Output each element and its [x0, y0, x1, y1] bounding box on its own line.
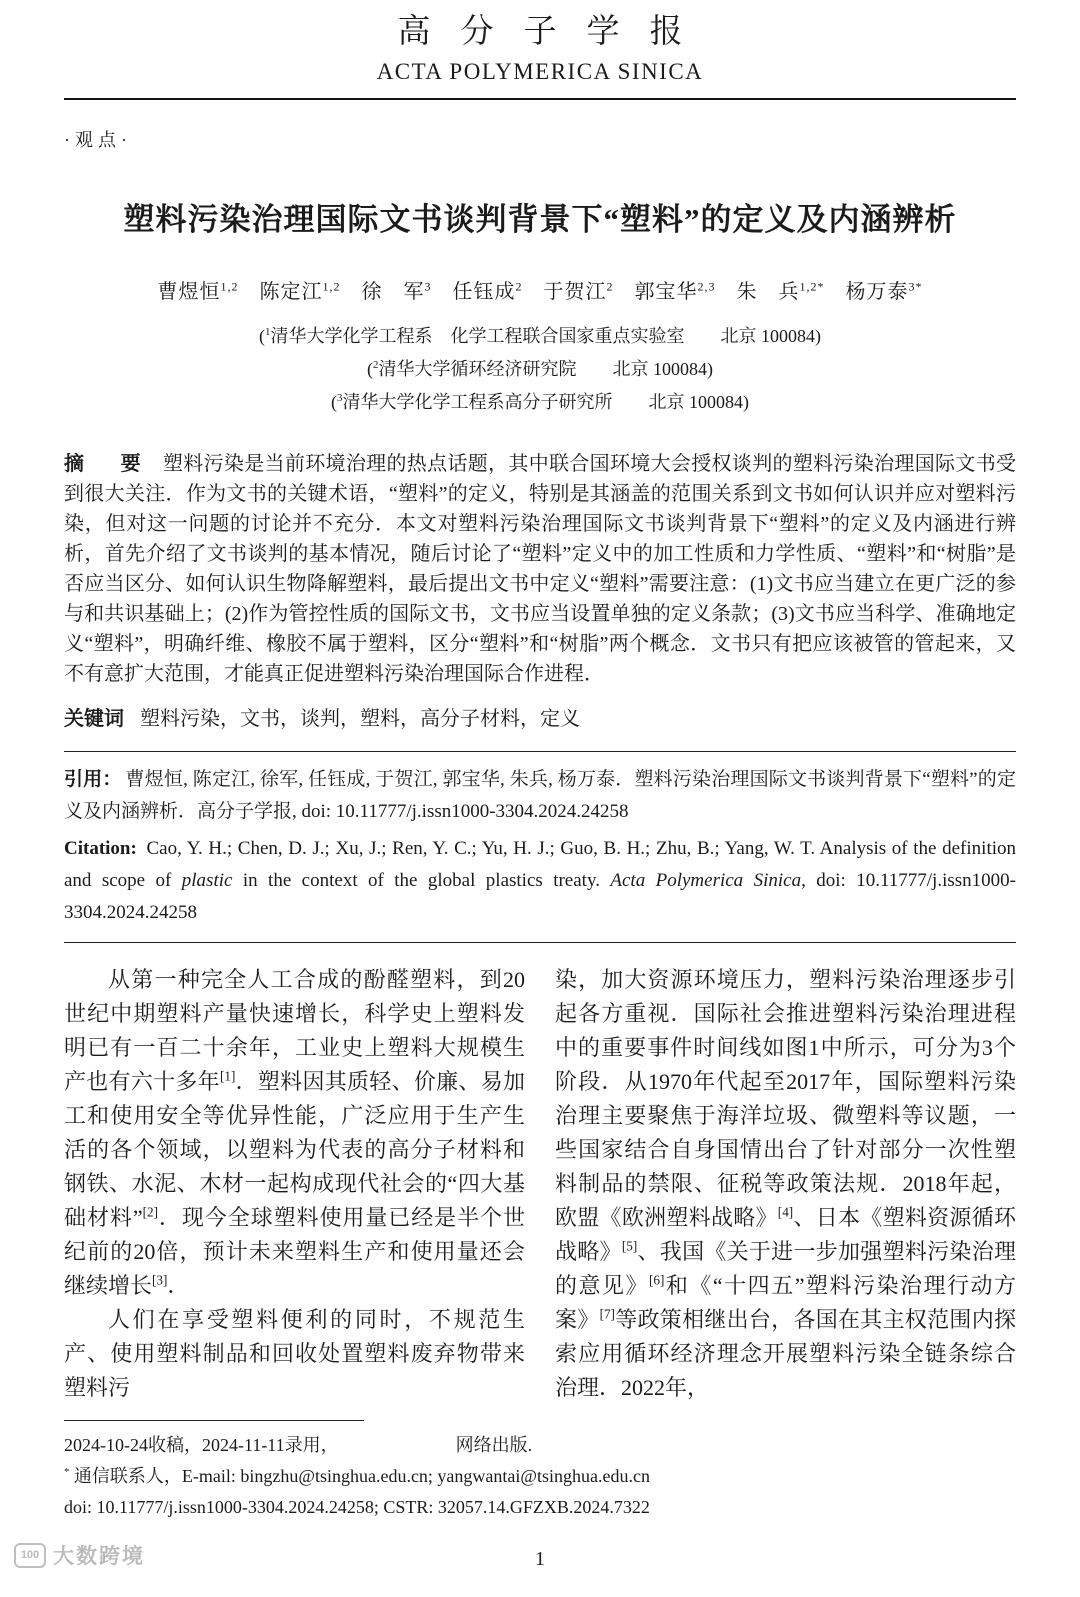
- section-label: ·观点·: [64, 129, 132, 150]
- body-columns: [64, 963, 1016, 1405]
- footnote-divider: [64, 1420, 364, 1421]
- header-divider: [64, 98, 1016, 100]
- abstract-text: 塑料污染是当前环境治理的热点话题，其中联合国环境大会授权谈判的塑料污染治理国际文书受到很大关注．作为文书的关键术语，“塑料”的定义，特别是其涵盖的范围关系到文书如何认识并应对塑料污染，但对这一问题的讨论并不充分．本文对塑料污染治理国际文书谈判背景下“塑料”的定义及内涵进行辨析，首先介绍了文书谈判的基本情况，随后讨论了“塑料”定义中的加工性质和力学性质、“塑料”和“树脂”是否应当区分、如何认识生物降解塑料，最后提出文书中定义“塑料”需要注意：(1)文书应当建立在更广泛的参与和共识基础上；(2)作为管控性质的国际文书，文书应当设置单独的定义条款；(3)文书应当科学、准确地定义“塑料”，明确纤维、橡胶不属于塑料，区分“塑料”和“树脂”两个概念．文书只有把应该被管的管起来，又不有意扩大范围，才能真正促进塑料污染治理国际合作进程．: [64, 452, 1017, 685]
- footnote-doi: doi: 10.11777/j.issn1000-3304.2024.24258; CSTR: 32057.14.GFZXB.2024.7322: [64, 1497, 650, 1517]
- citation-cn-label: 引用：: [64, 768, 122, 790]
- keywords-line: [64, 702, 1016, 731]
- article-title: 塑料污染治理国际文书谈判背景下“塑料”的定义及内涵辨析: [123, 201, 957, 237]
- page-number: 1: [535, 1548, 545, 1570]
- citation-cn: [64, 764, 1016, 828]
- keywords-text: 塑料污染，文书，谈判，塑料，高分子材料，定义: [140, 707, 580, 730]
- footnote-correspondence: * 通信联系人，E-mail: bingzhu@tsinghua.edu.cn; yangwantai@tsinghua.edu.cn: [64, 1466, 650, 1486]
- watermark-logo-icon: 100: [14, 1543, 46, 1568]
- footnote-received: 2024-10-24收稿，2024-11-11录用， 网络出版.: [64, 1435, 533, 1455]
- body-paragraph-1: 从第一种完全人工合成的酚醛塑料，到20世纪中期塑料产量快速增长，科学史上塑料发明已有一百二十余年，工业史上塑料大规模生产也有六十多年[1]．塑料因其质轻、价廉、易加工和使用安全等优异性能，广泛应用于生产生活的各个领域，以塑料为代表的高分子材料和钢铁、水泥、木材一起构成现代社会的“四大基础材料”[2]．现今全球塑料使用量已经是半个世纪前的20倍，预计未来塑料生产和使用量还会继续增长[3]．: [64, 966, 525, 1298]
- authors-line: 曹煜恒$^{1,2}$ 陈定江$^{1,2}$ 徐 军$^3$ 任钰成$^2$ 于贺江$^2$ 郭宝华$^{2,3}$ 朱 兵$^{1,2*}$ 杨万泰$^{3*}$: [157, 279, 923, 303]
- body-paragraph-2: 人们在享受塑料便利的同时，不规范生产、使用塑料制品和回收处置塑料废弃物带来塑料污: [64, 1306, 525, 1400]
- affiliation-line-3: ($^3$清华大学化学工程系高分子研究所 北京 100084): [331, 391, 749, 412]
- abstract-paragraph: [64, 449, 1016, 689]
- watermark: [14, 1540, 145, 1570]
- citation-block: [64, 751, 1016, 943]
- affiliation-line-2: ($^2$清华大学循环经济研究院 北京 100084): [367, 358, 713, 379]
- body-paragraph-2-continued: 染，加大资源环境压力，塑料污染治理逐步引起各方重视．国际社会推进塑料污染治理进程中的重要事件时间线如图1中所示，可分为3个阶段．从1970年代起至2017年，国际塑料污染治理主要聚焦于海洋垃圾、微塑料等议题，一些国家结合自身国情出台了针对部分一次性塑料制品的禁限、征税等政策法规．2018年起，欧盟《欧洲塑料战略》[4]、日本《塑料资源循环战略》[5]、我国《关于进一步加强塑料污染治理的意见》[6]和《“十四五”塑料污染治理行动方案》[7]等政策相继出台，各国在其主权范围内探索应用循环经济理念开展塑料污染全链条综合治理．2022年，: [555, 966, 1016, 1400]
- citation-en-text: Cao, Y. H.; Chen, D. J.; Xu, J.; Ren, Y. C.; Yu, H. J.; Guo, B. H.; Zhu, B.; Yang, W. T. Analysis of the definition and scope of plastic in the context of the global plastics treaty. Acta Polymerica Sinica, doi: 10.11777/j.issn1000-3304.2024.24258: [64, 837, 1016, 923]
- body-column-right: [555, 963, 1016, 1405]
- citation-en: [64, 833, 1016, 929]
- citation-cn-text: 曹煜恒, 陈定江, 徐军, 任钰成, 于贺江, 郭宝华, 朱兵, 杨万泰．塑料污染治理国际文书谈判背景下“塑料”的定义及内涵辨析．高分子学报, doi: 10.11777/j.issn1000-3304.2024.24258: [64, 768, 1016, 822]
- journal-title-en: ACTA POLYMERICA SINICA: [376, 58, 704, 84]
- body-column-left: [64, 963, 525, 1405]
- abstract-label: 摘 要: [64, 452, 149, 475]
- keywords-label: 关键词: [64, 707, 124, 730]
- watermark-text: 大数跨境: [53, 1544, 145, 1568]
- journal-title-cn: 高分子学报: [397, 14, 713, 50]
- journal-header: [64, 14, 1016, 85]
- footnotes-block: [64, 1420, 1016, 1523]
- citation-en-label: Citation:: [64, 837, 137, 859]
- affiliation-line-1: ($^1$清华大学化学工程系 化学工程联合国家重点实验室 北京 100084): [259, 325, 821, 346]
- affiliations-block: [64, 320, 1016, 419]
